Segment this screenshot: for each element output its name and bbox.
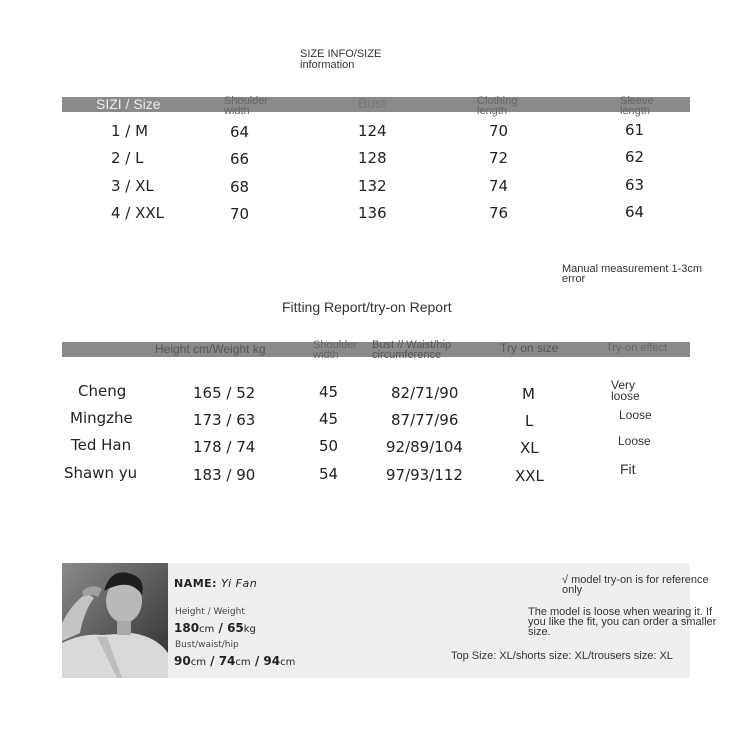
model-portrait-image <box>62 563 168 678</box>
person-name-cell: Shawn yu <box>64 464 138 482</box>
effect-cell: Loose <box>618 434 651 448</box>
fit-header-shoulder: Shoulder width <box>313 339 358 361</box>
length-cell: 72 <box>489 149 509 167</box>
bust-cell: 128 <box>358 149 387 167</box>
height-weight-cell: 178 / 74 <box>193 438 256 456</box>
effect-cell: Very loose <box>611 378 640 403</box>
bwh-cell: 97/93/112 <box>386 466 463 484</box>
shoulder-cell: 45 <box>319 410 339 428</box>
height-weight-value <box>174 621 256 635</box>
model-weight: 65 <box>227 621 244 635</box>
height-weight-cell: 165 / 52 <box>193 384 256 402</box>
size-cell: 2 / L <box>111 149 144 167</box>
try-size-cell: XXL <box>515 467 544 485</box>
shoulder-cell: 68 <box>230 178 250 196</box>
size-header-length: Clothing length <box>477 95 518 117</box>
bust-cell: 136 <box>358 204 387 222</box>
model-note-reference: √ model try-on is for reference only <box>562 574 709 596</box>
height-weight-cell: 173 / 63 <box>193 411 256 429</box>
size-header-sleeve: Sleeve length <box>620 95 654 117</box>
hip-unit: cm <box>280 657 296 668</box>
fit-header-bust-waist-hip: Bust // Waist/hip circumference <box>372 339 452 361</box>
length-cell: 74 <box>489 177 509 195</box>
shoulder-cell: 50 <box>319 437 339 455</box>
length-cell: 70 <box>489 122 509 140</box>
person-name-cell: Cheng <box>78 382 127 400</box>
person-name-cell: Ted Han <box>71 436 132 454</box>
bwh-cell: 82/71/90 <box>391 384 459 402</box>
shoulder-cell: 64 <box>230 123 250 141</box>
shoulder-cell: 70 <box>230 205 250 223</box>
model-hip: 94 <box>263 654 281 668</box>
size-header-shoulder: Shoulder width <box>224 95 269 117</box>
separator-slash: / <box>218 621 228 635</box>
shoulder-cell: 54 <box>319 465 339 483</box>
try-size-cell: M <box>522 385 535 403</box>
separator-slash: / <box>210 654 219 668</box>
bust-waist-hip-value <box>174 654 295 668</box>
separator-slash: / <box>254 654 264 668</box>
effect-cell: Fit <box>620 461 636 477</box>
size-cell: 3 / XL <box>111 177 154 195</box>
model-note-fit: The model is loose when wearing it. If you like the fit, you can order a smaller size. <box>528 606 717 638</box>
person-name-cell: Mingzhe <box>70 409 133 427</box>
measurement-note: Manual measurement 1-3cm error <box>562 263 703 285</box>
height-weight-label: Height / Weight <box>175 607 245 617</box>
bust-cell: 132 <box>358 177 387 195</box>
sleeve-cell: 62 <box>625 148 645 166</box>
fit-header-size: Try on size <box>500 341 559 355</box>
name-label: NAME: <box>174 577 218 590</box>
size-cell: 1 / M <box>111 122 149 140</box>
fit-header-height-weight: Height cm/Weight kg <box>155 342 266 356</box>
sleeve-cell: 61 <box>625 121 645 139</box>
bwh-cell: 92/89/104 <box>386 438 463 456</box>
bust-waist-hip-label: Bust/waist/hip <box>175 640 239 650</box>
sleeve-cell: 64 <box>625 203 645 221</box>
fit-header-effect: Try-on effect <box>606 342 668 354</box>
model-waist: 74 <box>218 654 236 668</box>
model-name: Yi Fan <box>221 577 258 590</box>
size-header-size: SIZI / Size <box>96 96 161 112</box>
bust-unit: cm <box>190 657 206 668</box>
shoulder-cell: 66 <box>230 150 250 168</box>
model-photo <box>62 563 168 678</box>
size-cell: 4 / XXL <box>111 204 165 222</box>
try-size-cell: XL <box>520 439 539 457</box>
effect-cell: Loose <box>619 408 652 422</box>
size-info-title: SIZE INFO/SIZE information <box>300 48 382 71</box>
sleeve-cell: 63 <box>625 176 645 194</box>
try-size-cell: L <box>525 412 534 430</box>
weight-unit: kg <box>243 624 256 635</box>
length-cell: 76 <box>489 204 509 222</box>
model-height: 180 <box>174 621 200 635</box>
bust-cell: 124 <box>358 122 387 140</box>
model-name-line <box>174 577 257 590</box>
height-unit: cm <box>199 624 215 635</box>
model-note-sizes: Top Size: XL/shorts size: XL/trousers size: XL <box>451 650 673 662</box>
model-bust: 90 <box>174 654 191 668</box>
height-weight-cell: 183 / 90 <box>193 466 256 484</box>
size-header-bust: Bust <box>358 95 387 111</box>
fitting-report-title: Fitting Report/try-on Report <box>282 299 452 315</box>
waist-unit: cm <box>235 657 251 668</box>
shoulder-cell: 45 <box>319 383 339 401</box>
bwh-cell: 87/77/96 <box>391 411 459 429</box>
